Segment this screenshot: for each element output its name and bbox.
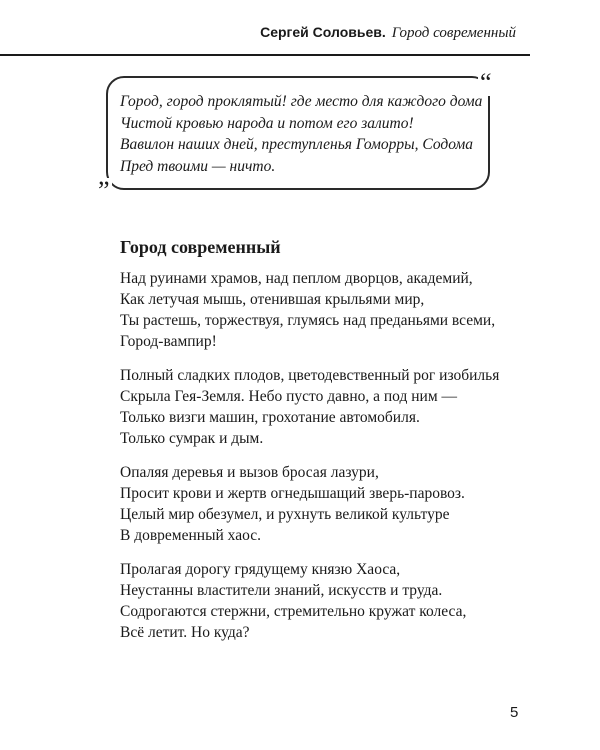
epigraph-close-quote: ” (98, 176, 110, 205)
epigraph-line: Чистой кровью народа и потом его залито! (120, 114, 414, 132)
epigraph-line: Вавилон наших дней, преступленья Гоморры, Содома (120, 136, 474, 153)
poem-line: Ты растешь, торжествуя, глумясь над преданьями всеми, (120, 312, 496, 329)
poem-line: Целый мир обезумел, и рухнуть великой культуре (120, 506, 450, 523)
poem-line: Как летучая мышь, отенившая крыльями мир, (120, 291, 425, 308)
poem-line: Город-вампир! (120, 333, 217, 350)
poem-line: Пролагая дорогу грядущему князю Хаоса, (120, 561, 401, 578)
epigraph-line: Пред твоими — ничто. (120, 157, 276, 175)
epigraph (120, 91, 490, 177)
epigraph-open-quote: “ (480, 68, 492, 97)
stanza (120, 268, 540, 352)
stanza (120, 365, 540, 449)
running-header (260, 24, 516, 42)
page-number: 5 (510, 704, 519, 721)
poem-line: Опаляя деревья и вызов бросая лазури, (120, 464, 379, 481)
poem-line: Только визги машин, грохотание автомобиля. (120, 409, 420, 426)
header-title: Город современный (391, 25, 516, 41)
poem-line: Неустанны властители знаний, искусств и труда. (120, 582, 443, 599)
poem-line: Скрыла Гея-Земля. Небо пусто давно, а под ним — (120, 388, 458, 405)
poem-line: В довременный хаос. (120, 527, 261, 544)
poem-line: Содрогаются стержни, стремительно кружат колеса, (120, 603, 467, 620)
poem-line: Полный сладких плодов, цветодевственный рог изобилья (120, 367, 500, 384)
poem-line: Только сумрак и дым. (120, 430, 264, 447)
poem-body (120, 268, 540, 656)
epigraph-line: Город, город проклятый! где место для каждого дома (120, 93, 483, 110)
stanza (120, 462, 540, 546)
stanza (120, 559, 540, 643)
poem-line: Просит крови и жертв огнедышащий зверь-паровоз. (120, 485, 465, 502)
poem-title: Город современный (120, 237, 281, 257)
header-author: Сергей Соловьев. (260, 24, 386, 40)
header-rule (0, 54, 530, 56)
poem-line: Над руинами храмов, над пеплом дворцов, академий, (120, 270, 473, 287)
poem-line: Всё летит. Но куда? (120, 624, 250, 641)
